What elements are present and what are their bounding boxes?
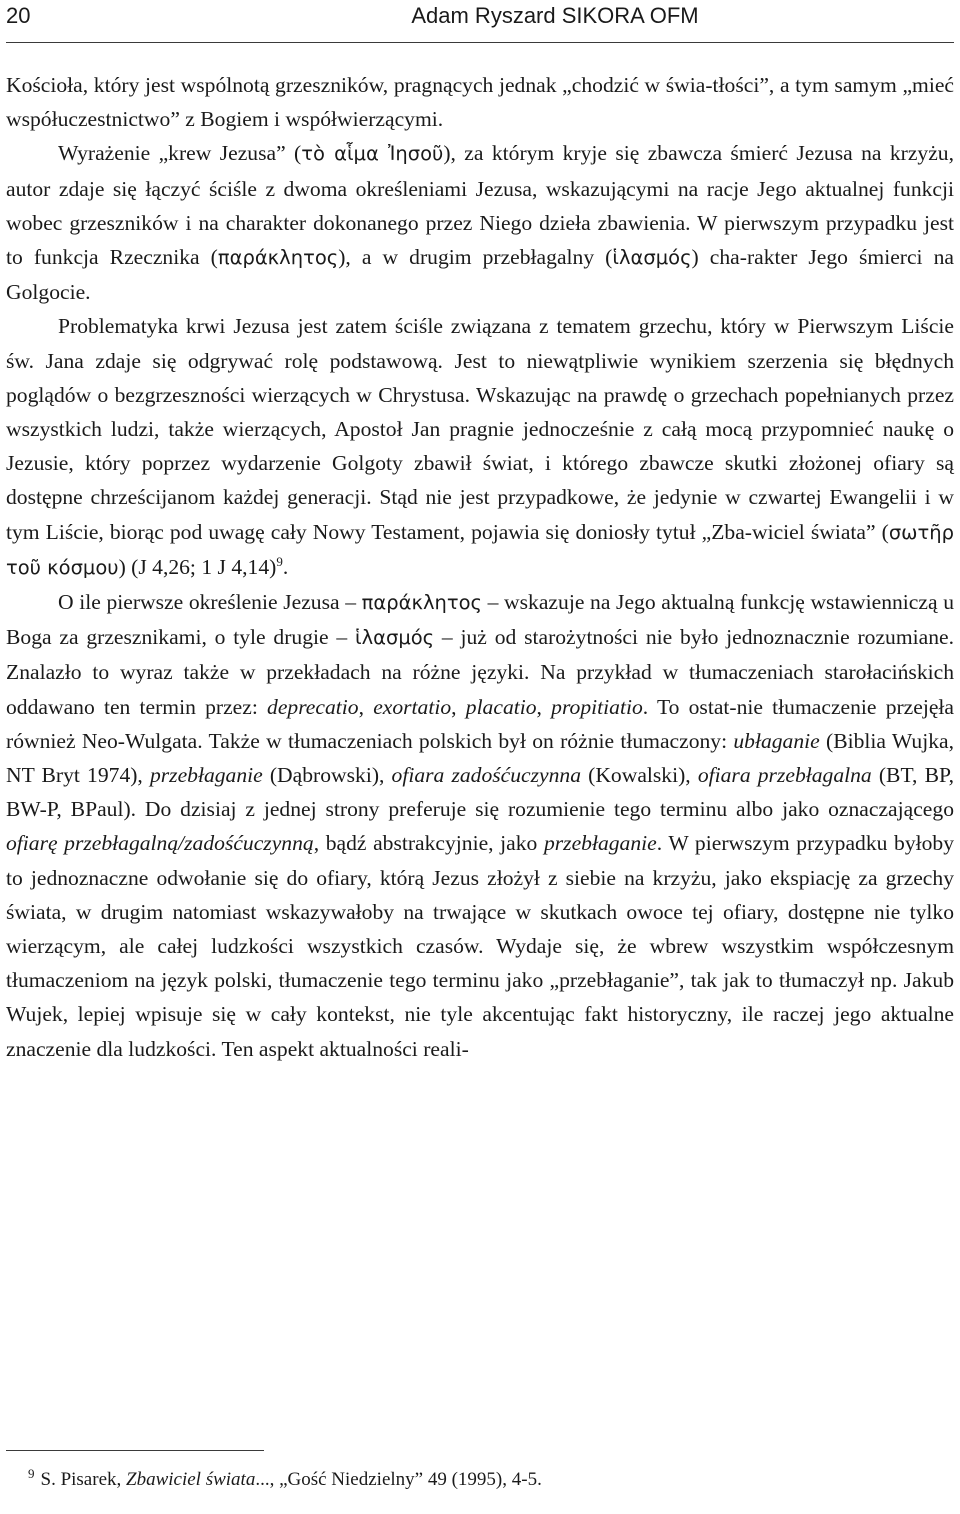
text-run: ), za którym kryje się zbawcza śmierć Jezusa na krzyżu, autor zdaje się łączyć ściśle z dwoma określeniami Jezusa, wskazującymi na racje Jego aktualnej funkcji wobec grzeszników i na charakter dokonanego przez Niego dzieła zbawienia. W pierwszym przypadku jest to funkcja Rzecznika (	[6, 141, 954, 270]
italic-term: exortatio	[373, 694, 452, 719]
running-head: Adam Ryszard SIKORA OFM	[411, 3, 699, 28]
italic-term: przebłaganie	[543, 831, 657, 856]
text-run: ) (J 4,26; 1 J 4,14)	[118, 554, 277, 579]
text-run: ), a w drugim przebłagalny (	[338, 245, 613, 270]
footnote-reference[interactable]: 9	[276, 553, 283, 569]
greek-term: ἱλασμός	[354, 626, 435, 650]
paragraph-3	[6, 309, 954, 585]
italic-term: placatio	[465, 694, 537, 719]
text-run: (BT, BP, BW-P, BPaul). Do dzisiaj z jednej strony preferuje się rozumienie tego terminu albo jako oznaczającego	[6, 763, 954, 822]
body-text	[6, 68, 954, 1066]
greek-term: σωτῆρ τοῦ κόσμου	[6, 520, 954, 579]
text-run: O ile pierwsze określenie Jezusa –	[58, 590, 362, 615]
italic-term: Zbawiciel świata	[126, 1469, 256, 1490]
page-header	[6, 0, 954, 44]
text-run: ,	[358, 694, 374, 719]
italic-term: przebłaganie	[149, 763, 263, 788]
text-run: (Biblia Wujka, NT Bryt 1974),	[6, 728, 954, 788]
paragraph-2	[6, 136, 954, 309]
header-rule	[6, 42, 954, 43]
text-run: – już od starożytności nie było jednoznacznie rozumiane. Znalazło to wyraz także w przekładach na różne języki. Na przykład w tłumaczeniach starołacińskich oddawano ten termin przez:	[6, 625, 954, 719]
text-run: (Kowalski),	[581, 763, 698, 788]
italic-term: deprecatio	[267, 694, 359, 719]
page-number: 20	[6, 3, 31, 28]
text-run: .	[282, 554, 289, 579]
text-run: Wyrażenie „krew Jezusa” (	[58, 141, 302, 166]
text-run: ) cha-rakter Jego śmierci na Golgocie.	[6, 245, 955, 305]
text-run: , bądź abstrakcyjnie, jako	[313, 831, 544, 856]
greek-term: ἱλασμός	[612, 246, 692, 270]
text-run: ..., „Gość Niedzielny” 49 (1995), 4-5.	[255, 1469, 542, 1490]
text-run: Problematyka krwi Jezusa jest zatem ściśle związana z tematem grzechu, który w Pierwszym Liście św. Jana zdaje się odgrywać rolę podstawową. Jest to niewątpliwie wynikiem szerzenia się błędnych poglądów o bezgrzeszności wierzących w Chrystusa. Wskazując na prawdę o grzechach popełnianych przez wszystkich ludzi, także wierzących, Apostoł Jan pragnie jednocześnie z całą mocą przypomnieć naukę o Jezusie, który poprzez wydarzenie Golgoty zbawił świat, i którego zbawcze skutki złożonej ofiary są dostępne chrześcijanom każdej generacji. Stąd nie jest przypadkowe, że jedynie w czwartej Ewangelii i w tym Liście, biorąc pod uwagę cały Nowy Testament, pojawia się doniosły tytuł „Zba-wiciel świata” (	[6, 314, 954, 544]
text-run: ,	[536, 694, 552, 719]
text-run: Kościoła, który jest wspólnotą grzeszników, pragnących jednak „chodzić w świa-tłości”, a tym samym „mieć współuczestnictwo” z Bogiem i współwierzącymi.	[6, 73, 954, 132]
italic-term: ubłaganie	[733, 728, 820, 753]
text-run: (Dąbrowski),	[262, 763, 392, 788]
paragraph-1	[6, 68, 954, 136]
paragraph-4	[6, 585, 954, 1066]
text-run: . To ostat-nie tłumaczenie przejęła również Neo-Wulgata. Także w tłumaczeniach polskich był on różnie tłumaczony:	[6, 694, 955, 753]
italic-term: ofiara zadośćuczynna	[391, 763, 582, 788]
text-run: – wskazuje na Jego aktualną funkcję wstawienniczą u Boga za grzesznikami, o tyle drugie –	[6, 590, 954, 650]
greek-term: παράκλητος	[217, 246, 339, 270]
italic-term: propitiatio	[551, 694, 643, 719]
italic-term: ofiara przebłagalna	[697, 763, 872, 788]
footnote-number: 9	[28, 1465, 35, 1481]
greek-term: τὸ αἷμα Ἰησοῦ	[301, 142, 444, 166]
text-run: ,	[451, 694, 466, 719]
italic-term: ofiarę przebłagalną/zadośćuczynną	[6, 831, 314, 856]
greek-term: παράκλητος	[361, 591, 482, 615]
text-run: S. Pisarek,	[40, 1469, 126, 1490]
text-run: . W pierwszym przypadku byłoby to jednoznaczne odwołanie się do ofiary, którą Jezus złożył z siebie na krzyżu, jako ekspiację za grzechy świata, w drugim natomiast wskazywałoby na trwające w skutkach owoce tej ofiary, dostępne nie tylko wierzącym, ale całej ludzkości wszystkich czasów. Wydaje się, że wbrew wszystkim współczesnym tłumaczeniom na język polski, tłumaczenie tego terminu jako „przebłaganie”, tak jak to tłumaczył np. Jakub Wujek, lepiej wpisuje się w cały kontekst, nie tyle akcentując fakt historyczny, ile raczej jego aktualne znaczenie dla ludzkości. Ten aspekt aktualności reali-	[6, 831, 955, 1061]
footnote-rule	[6, 1450, 264, 1451]
footnote	[28, 1467, 954, 1493]
